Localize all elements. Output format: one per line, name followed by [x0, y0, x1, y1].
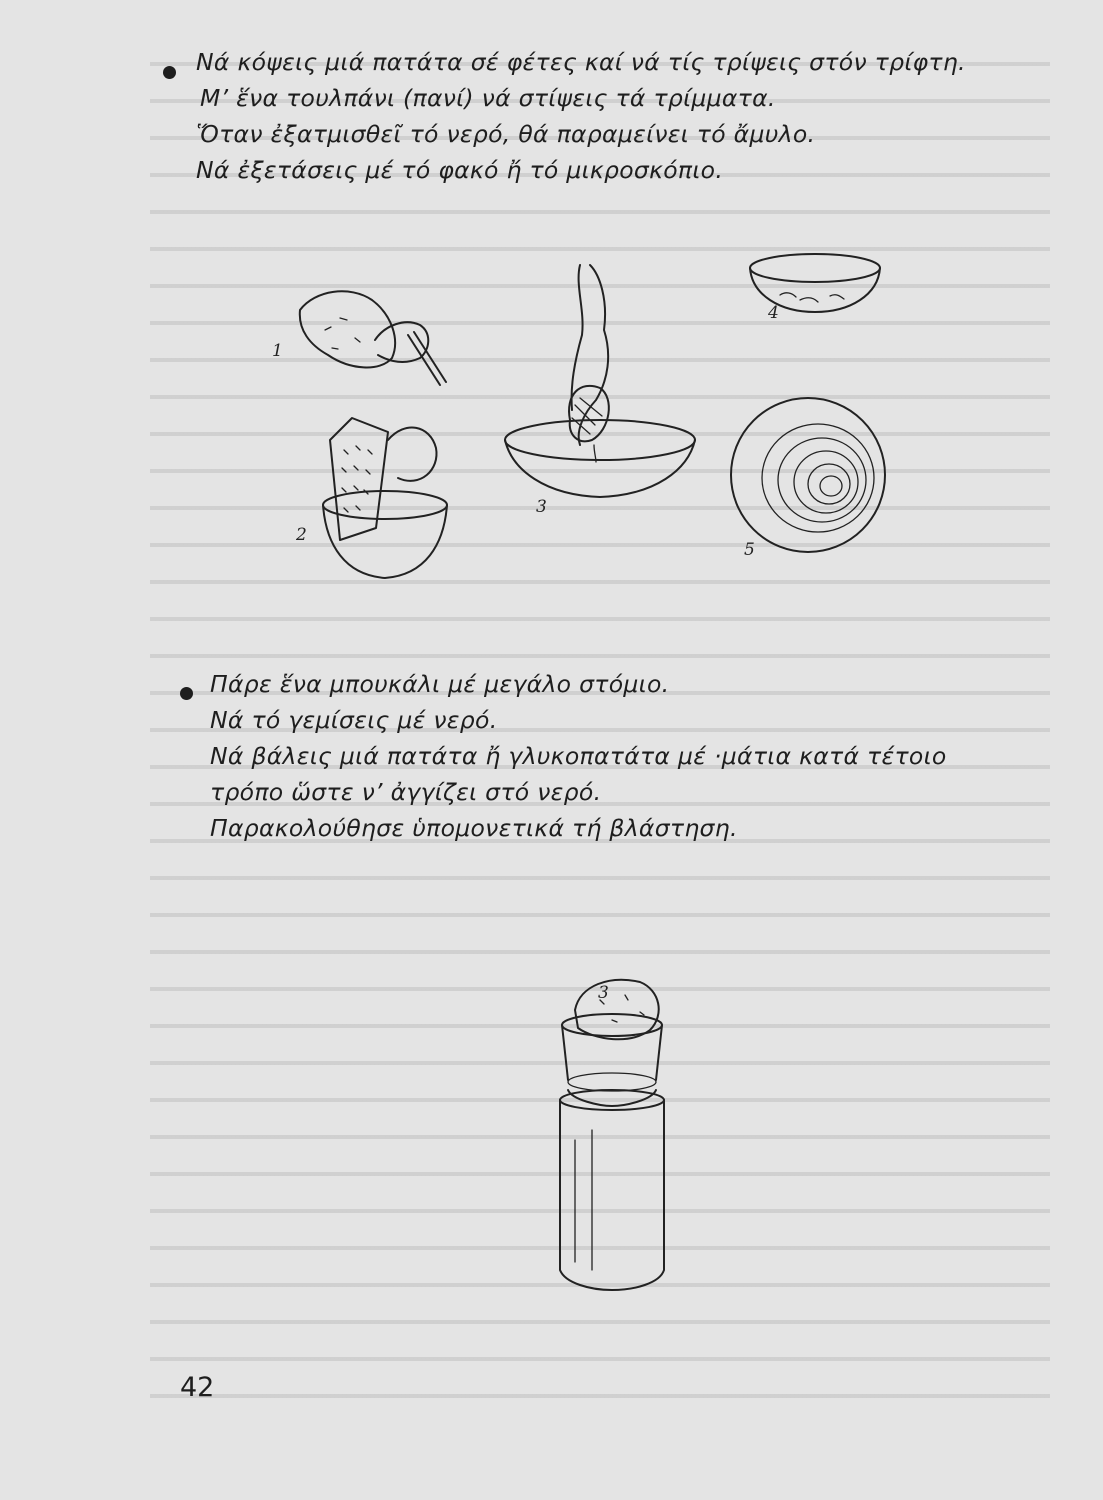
instruction-line: Νά βάλεις μιά πατάτα ἤ γλυκοπατάτα μέ ·μάτια κατά τέτοιο — [210, 742, 947, 770]
jar-with-potato-drawing — [560, 980, 664, 1290]
instruction-line: Παρακολούθησε ὑπομονετικά τή βλάστηση. — [210, 814, 738, 842]
page-number: 42 — [180, 1372, 215, 1403]
instruction-line: Νά ἐξετάσεις μέ τό φακό ἤ τό μικροσκόπιο. — [196, 156, 724, 184]
step-label-2: 2 — [296, 525, 307, 545]
step-label-1: 1 — [272, 341, 283, 361]
jar-step-label: 3 — [598, 983, 609, 1003]
instruction-line: Νά τό γεμίσεις μέ νερό. — [210, 706, 498, 734]
step-label-3: 3 — [536, 497, 547, 517]
instruction-line: τρόπο ὥστε ν’ ἀγγίζει στό νερό. — [210, 778, 602, 806]
instruction-line: Νά κόψεις μιά πατάτα σέ φέτες καί νά τίς τρίψεις στόν τρίφτη. — [196, 48, 966, 76]
step-label-4: 4 — [768, 303, 779, 323]
step-label-5: 5 — [744, 540, 755, 560]
instruction-line: Ὅταν ἐξατμισθεῖ τό νερό, θά παραμείνει τό ἄμυλο. — [196, 120, 816, 148]
instruction-line: Πάρε ἕνα μπουκάλι μέ μεγάλο στόμιο. — [210, 670, 670, 698]
instruction-line: Μ’ ἕνα τουλπάνι (πανί) νά στίψεις τά τρίμματα. — [200, 84, 776, 112]
